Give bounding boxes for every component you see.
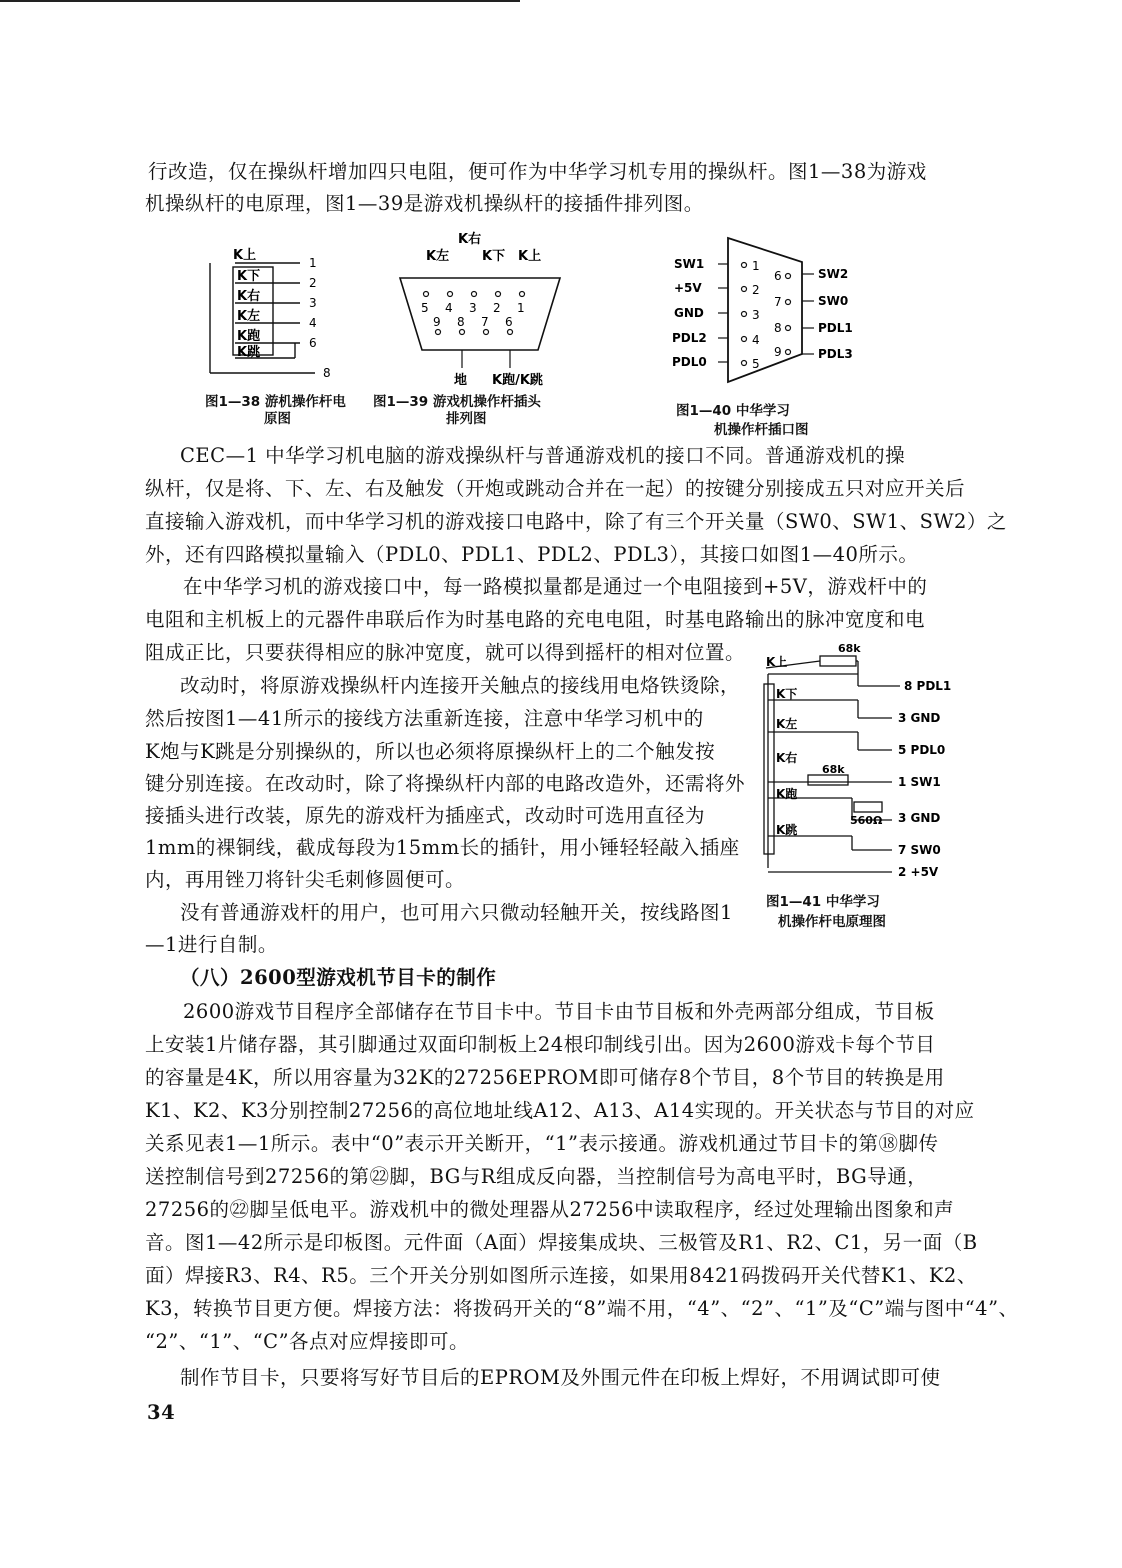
paragraph-line: K炮与K跳是分别操纵的，所以也必须将原操纵杆上的二个触发按 <box>145 740 716 763</box>
fig41-key-label: K跳 <box>776 823 798 837</box>
fig40-pin-label: 1 <box>752 259 760 273</box>
fig39-pin-label: 7 <box>481 315 489 329</box>
fig38-key-label: K跑 <box>237 329 261 344</box>
fig40-caption: 机操作杆插口图 <box>714 422 809 438</box>
fig40-pin-label: 3 <box>752 308 760 322</box>
fig40-pin-label: 5 <box>752 357 760 371</box>
fig40-left-label: PDL2 <box>672 331 707 345</box>
paragraph-line: 面）焊接R3、R4、R5。三个开关分别如图所示连接，如果用8421码拨码开关代替K1、K2、 <box>145 1264 977 1287</box>
fig41-resistor-label: 68k <box>838 642 861 655</box>
fig39-pin-label: 1 <box>517 301 525 315</box>
fig40-caption: 图1—40 中华学习 <box>676 403 790 419</box>
fig40-right-label: PDL3 <box>818 347 853 361</box>
paragraph-line: 上安装1片储存器，其引脚通过双面印制板上24根印制线引出。因为2600游戏卡每个节目 <box>145 1033 936 1056</box>
top-rule <box>0 0 520 2</box>
fig40-left-label: PDL0 <box>672 355 707 369</box>
page-number: 34 <box>147 1401 176 1424</box>
fig38-caption: 图1—38 游机操作杆电 <box>205 394 346 410</box>
fig41-output-label: 5 PDL0 <box>898 743 946 757</box>
paragraph-line: 然后按图1—41所示的接线方法重新连接，注意中华学习机中的 <box>145 707 704 730</box>
fig40-left-label: +5V <box>674 281 702 295</box>
paragraph-line: 2600游戏节目程序全部储存在节目卡中。节目卡由节目板和外壳两部分组成，节目板 <box>183 1000 935 1023</box>
fig39-pin-label: 2 <box>493 301 501 315</box>
paragraph-line: 直接输入游戏机，而中华学习机的游戏接口电路中，除了有三个开关量（SW0、SW1、SW2）之 <box>145 510 1007 533</box>
fig39-caption: 图1—39 游戏机操作杆插头 <box>373 394 541 410</box>
fig38-caption: 原图 <box>264 411 291 427</box>
paragraph-line: 键分别连接。在改动时，除了将操纵杆内部的电路改造外，还需将外 <box>145 772 746 795</box>
paragraph-line: 制作节目卡，只要将写好节目后的EPROM及外围元件在印板上焊好，不用调试即可使 <box>180 1366 941 1389</box>
fig39-left-label: K左 <box>426 249 450 264</box>
paragraph-line: 电阻和主机板上的元器件串联后作为时基电路的充电电阻，时基电路输出的脉冲宽度和电 <box>145 608 926 631</box>
paragraph-line: 没有普通游戏杆的用户，也可用六只微动轻触开关，按线路图1 <box>180 901 733 924</box>
paragraph-line: 音。图1—42所示是印板图。元件面（A面）焊接集成块、三极管及R1、R2、C1，另一面（B <box>145 1231 978 1254</box>
fig40-pin-label: 8 <box>774 321 782 335</box>
fig40-pin-label: 6 <box>774 269 782 283</box>
paragraph-line: 接插头进行改装，原先的游戏杆为插座式，改动时可选用直径为 <box>145 804 706 827</box>
fig41-resistor-label: 560Ω <box>850 814 883 827</box>
paragraph-line: 外，还有四路模拟量输入（PDL0、PDL1、PDL2、PDL3），其接口如图1—40所示。 <box>145 543 919 566</box>
fig41-key-label: K跑 <box>776 787 798 801</box>
fig38-key-label: K左 <box>237 309 261 324</box>
fig41-caption: 图1—41 中华学习 <box>766 894 880 910</box>
fig41-key-label: K上 <box>766 655 788 669</box>
fig38-pin-label: 1 <box>309 256 317 270</box>
fig40-pin-label: 7 <box>774 295 782 309</box>
fig38-pin-label: 8 <box>323 366 331 380</box>
fig39-pin-label: 3 <box>469 301 477 315</box>
fig39-pin-label: 8 <box>457 315 465 329</box>
fig38-key-label: K跳 <box>237 345 261 360</box>
fig41-output-label: 1 SW1 <box>898 775 941 789</box>
fig38-key-label: K下 <box>237 269 261 284</box>
fig40-pin-label: 4 <box>752 333 760 347</box>
fig39-top-label: K右 <box>458 232 482 247</box>
fig38-pin-label: 3 <box>309 296 317 310</box>
fig41-resistor-label: 68k <box>822 763 845 776</box>
fig39-pin-label: 6 <box>505 315 513 329</box>
fig40-right-label: SW2 <box>818 267 849 281</box>
figure-1-39 <box>390 228 580 393</box>
paragraph-line: 27256的㉒脚呈低电平。游戏机中的微处理器从27256中读取程序，经过处理输出图象和声 <box>145 1198 955 1221</box>
paragraph-line: “2”、“1”、“C”各点对应焊接即可。 <box>145 1330 470 1353</box>
fig38-key-label: K上 <box>233 248 257 263</box>
paragraph-line: 关系见表1—1所示。表中“0”表示开关断开，“1”表示接通。游戏机通过节目卡的第⑱脚传 <box>145 1132 939 1155</box>
paragraph-line: 送控制信号到27256的第㉒脚，BG与R组成反向器，当控制信号为高电平时，BG导通， <box>145 1165 928 1188</box>
fig41-key-label: K下 <box>776 687 798 701</box>
figure-1-41 <box>762 638 972 888</box>
section-heading: （八）2600型游戏机节目卡的制作 <box>180 966 497 989</box>
fig38-pin-label: 4 <box>309 316 317 330</box>
fig40-right-label: PDL1 <box>818 321 853 335</box>
fig40-left-label: GND <box>674 306 704 320</box>
figure-1-40 <box>672 232 872 397</box>
fig38-pin-label: 2 <box>309 276 317 290</box>
paragraph-line: 阻成正比，只要获得相应的脉冲宽度，就可以得到摇杆的相对位置。 <box>145 641 746 664</box>
paragraph-line: K3，转换节目更方便。焊接方法：将拨码开关的“8”端不用，“4”、“2”、“1”及“C”端与图中“4”、 <box>145 1297 1019 1320</box>
fig40-right-label: SW0 <box>818 294 849 308</box>
paragraph-line: —1进行自制。 <box>145 933 278 956</box>
paragraph-line: 的容量是4K，所以用容量为32K的27256EPROM即可储存8个节目，8个节目的转换是用 <box>145 1066 945 1089</box>
figure-1-38 <box>205 245 365 385</box>
paragraph-line: 改动时，将原游戏操纵杆内连接开关触点的接线用电烙铁烫除， <box>180 674 741 697</box>
fig39-caption: 排列图 <box>446 411 487 427</box>
fig41-key-label: K左 <box>776 717 798 731</box>
fig41-output-label: 2 +5V <box>898 865 939 879</box>
fig41-output-label: 3 GND <box>898 811 941 825</box>
paragraph-line: 内，再用锉刀将针尖毛刺修圆便可。 <box>145 868 466 891</box>
paragraph-line: K1、K2、K3分别控制27256的高位地址线A12、A13、A14实现的。开关状态与节目的对应 <box>145 1099 975 1122</box>
fig38-key-label: K右 <box>237 289 261 304</box>
fig40-left-label: SW1 <box>674 257 705 271</box>
fig40-pin-label: 9 <box>774 345 782 359</box>
fig41-key-label: K右 <box>776 751 798 765</box>
fig39-pin-label: 9 <box>433 315 441 329</box>
paragraph-line: 在中华学习机的游戏接口中，每一路模拟量都是通过一个电阻接到+5V，游戏杆中的 <box>183 575 928 598</box>
fig39-up-label: K上 <box>518 249 542 264</box>
fig40-pin-label: 2 <box>752 283 760 297</box>
paragraph-line: 1mm的裸铜线，截成每段为15mm长的插针，用小锤轻轻敲入插座 <box>145 836 740 859</box>
fig39-down-label: K下 <box>482 249 506 264</box>
fig39-pin-label: 4 <box>445 301 453 315</box>
paragraph-line: 纵杆，仅是将、下、左、右及触发（开炮或跳动合并在一起）的按键分别接成五只对应开关后 <box>145 477 966 500</box>
fig41-output-label: 7 SW0 <box>898 843 941 857</box>
fig39-pin-label: 5 <box>421 301 429 315</box>
fig41-caption: 机操作杆电原理图 <box>778 914 886 930</box>
fig39-run-jump-label: K跑/K跳 <box>492 373 543 388</box>
paragraph-line: 机操纵杆的电原理，图1—39是游戏机操纵杆的接插件排列图。 <box>145 192 704 215</box>
paragraph-line: 行改造，仅在操纵杆增加四只电阻，便可作为中华学习机专用的操纵杆。图1—38为游戏 <box>148 160 927 183</box>
fig41-output-label: 8 PDL1 <box>904 679 952 693</box>
fig39-ground-label: 地 <box>454 373 468 388</box>
paragraph-line: CEC—1 中华学习机电脑的游戏操纵杆与普通游戏机的接口不同。普通游戏机的操 <box>180 444 906 467</box>
fig41-output-label: 3 GND <box>898 711 941 725</box>
fig38-pin-label: 6 <box>309 336 317 350</box>
